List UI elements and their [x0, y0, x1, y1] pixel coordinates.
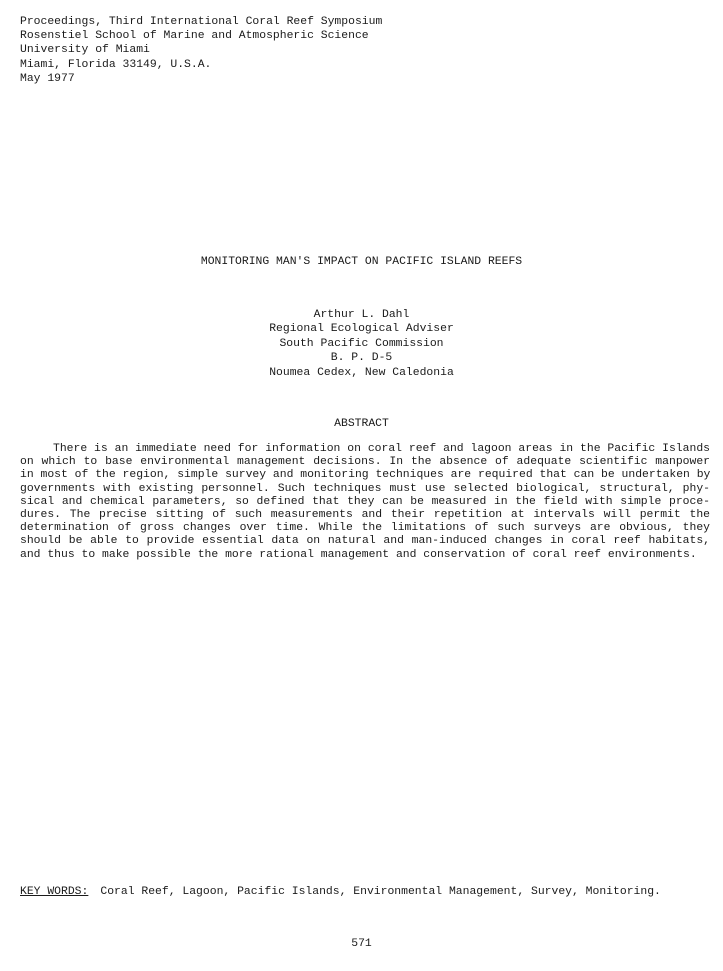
author-block	[0, 308, 723, 380]
author-city: Noumea Cedex, New Caledonia	[269, 366, 454, 379]
page-number: 571	[351, 938, 372, 950]
keywords	[20, 886, 661, 898]
author-name: Arthur L. Dahl	[313, 309, 410, 321]
abstract-line: There is an immediate need for information on coral reef and lagoon areas in the Pacific Islands	[53, 443, 710, 455]
paper-title: MONITORING MAN'S IMPACT ON PACIFIC ISLAND REEFS	[200, 256, 523, 268]
author-position: Regional Ecological Adviser	[269, 323, 454, 336]
keywords-label: KEY WORDS:	[20, 886, 89, 898]
abstract-line: governments with existing personnel. Such techniques must use selected biological, structural, phy-	[20, 482, 710, 495]
header-line: Miami, Florida 33149, U.S.A.	[20, 58, 212, 71]
abstract-line: in most of the region, simple survey and monitoring techniques are required that can be undertaken by	[20, 469, 711, 482]
header-line: May 1977	[20, 72, 75, 85]
abstract-body	[20, 443, 710, 562]
keywords-text: Coral Reef, Lagoon, Pacific Islands, Environmental Management, Survey, Monitoring.	[100, 886, 661, 898]
abstract-line: determination of gross changes over time. While the limitations of such surveys are obvious, they	[20, 522, 710, 535]
author-postal-box: B. P. D-5	[330, 352, 393, 365]
abstract-line: should be able to provide essential data on natural and man-induced changes in coral reef habitats,	[20, 535, 710, 548]
abstract-heading: ABSTRACT	[334, 418, 389, 430]
proceedings-header	[20, 15, 382, 86]
author-organization: South Pacific Commission	[279, 337, 444, 350]
abstract-line: on which to base environmental management decisions. In the absence of adequate scientific manpower	[20, 456, 710, 469]
abstract-line: sical and chemical parameters, so defined that they can be measured in the field with simple proce-	[20, 495, 710, 508]
header-line: Rosenstiel School of Marine and Atmospheric Science	[20, 30, 369, 43]
header-line: University of Miami	[20, 44, 150, 57]
abstract-line: and thus to make possible the more rational management and conservation of coral reef environments.	[20, 548, 697, 561]
abstract-line: dures. The precise sitting of such measurements and their repetition at intervals will permit the	[20, 509, 710, 522]
header-line: Proceedings, Third International Coral Reef Symposium	[20, 16, 383, 28]
